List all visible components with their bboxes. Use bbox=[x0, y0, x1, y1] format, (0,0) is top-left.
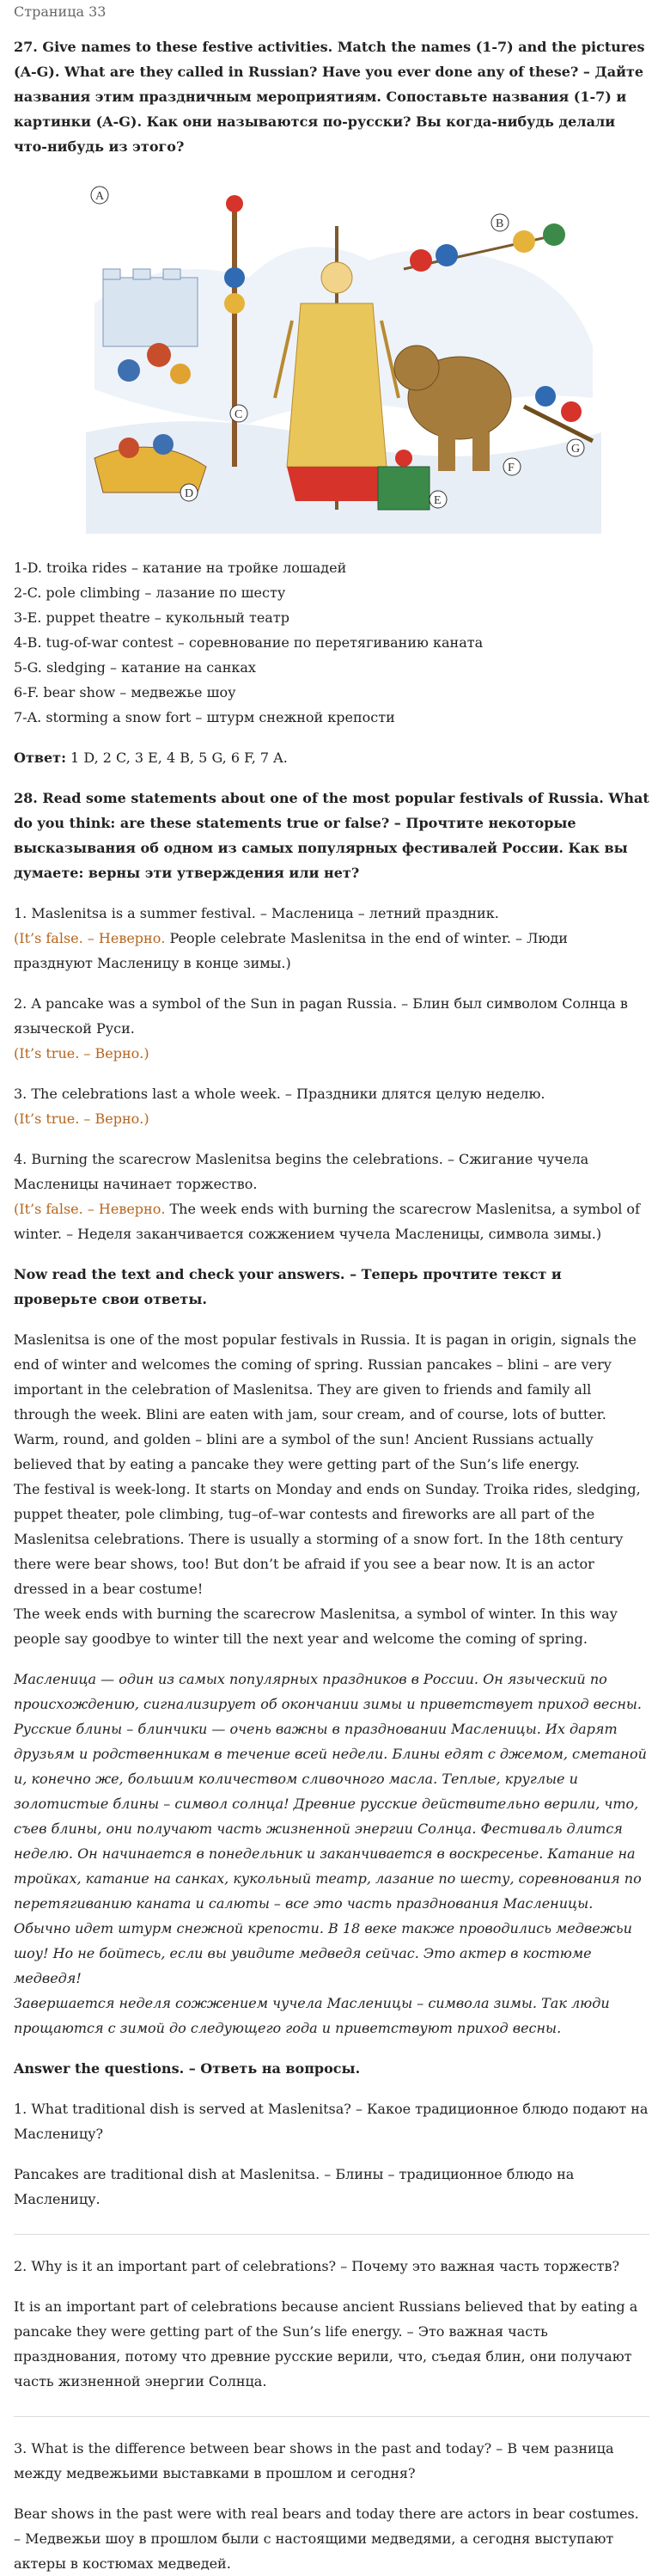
text-en-paragraph: The week ends with burning the scarecrow Maslenitsa, a symbol of winter. In this way people say goodbye to winter till the next year and welcome the coming of spring. bbox=[14, 1606, 618, 1647]
answer-3: Bear shows in the past were with real bears and today there are actors in bear costumes. – Медвежьи шоу в прошлом были с настоящими медведями, а сегодня выступают актеры в костюмах медведей. bbox=[14, 2506, 639, 2572]
question-3: 3. What is the difference between bear shows in the past and today? – В чем разница между медвежьими выставками в прошлом и сегодня? bbox=[14, 2440, 614, 2481]
label-b: B bbox=[496, 217, 504, 230]
match-list bbox=[14, 555, 649, 730]
label-g: G bbox=[571, 443, 581, 456]
read-heading: Now read the text and check your answers. – Теперь прочтите текст и проверьте свои ответы. bbox=[14, 1266, 562, 1307]
label-d: D bbox=[185, 487, 194, 500]
list-item: 7-A. storming a snow fort – штурм снежной крепости bbox=[14, 709, 395, 725]
text-en-paragraph: Maslenitsa is one of the most popular festivals in Russia. It is pagan in origin, signals the end of winter and welcomes the coming of spring. Russian pancakes – blini – are very important in the celebration of Maslenitsa. They are given to friends and family all through the week. Blini are eaten with jam, sour cream, and of course, lots of butter. Warm, round, and golden – blini are a symbol of the sun! Ancient Russians actually believed that by eating a pancake they were getting part of the Sun’s life energy. bbox=[14, 1331, 637, 1472]
statement-2-verdict: (It’s true. – Верно.) bbox=[14, 1045, 149, 1062]
list-item: 3-E. puppet theatre – кукольный театр bbox=[14, 609, 289, 626]
task-27-heading: 27. Give names to these festive activities. Match the names (1-7) and the pictures (A-G). What are they called in Russian? Have you ever done any of these? – Дайте названия этим праздничным мероприятиям. Сопоставьте названия (1-7) и картинки (A-G). Как они называются по-русски? Вы когда-нибудь делали что-нибудь из этого? bbox=[14, 39, 645, 155]
answer-1: Pancakes are traditional dish at Maslenitsa. – Блины – традиционное блюдо на Масленицу. bbox=[14, 2166, 575, 2207]
comment: The week ends with burning the scarecrow Maslenitsa, a symbol of winter. – Неделя заканчивается сожжением чучела Масленицы, символа зимы.) bbox=[14, 1201, 640, 1242]
festive-activities-illustration bbox=[77, 174, 610, 534]
text-ru-paragraph: Завершается неделя сожжением чучела Масленицы – символа зимы. Так люди прощаются с зимой до следующего года и приветствуют приход весны. bbox=[14, 1995, 610, 2036]
statement-4-answer bbox=[14, 1196, 649, 1246]
list-item: 2-C. pole climbing – лазание по шесту bbox=[14, 584, 286, 601]
text-en-paragraph: The festival is week-long. It starts on Monday and ends on Sunday. Troika rides, sledging, puppet theater, pole climbing, tug–of–war contests and fireworks are all part of the Maslenitsa celebrations. There is usually a storming of a snow fort. In the 18th century there were bear shows, too! But don’t be afraid if you see a bear now. It is an actor dressed in a bear costume! bbox=[14, 1481, 641, 1597]
answer-label: Ответ: bbox=[14, 750, 66, 766]
answer-value: 1 D, 2 C, 3 E, 4 B, 5 G, 6 F, 7 A. bbox=[65, 750, 288, 766]
label-a: A bbox=[95, 190, 105, 203]
question-1: 1. What traditional dish is served at Maslenitsa? – Какое традиционное блюдо подают на Масленицу? bbox=[14, 2101, 649, 2142]
divider bbox=[14, 2416, 649, 2417]
text-ru-paragraph: Масленица — один из самых популярных праздников в России. Он языческий по происхождению, сигнализирует об окончании зимы и приветствует приход весны. Русские блины – блинчики — очень важны в праздновании Масленицы. Их дарят друзьям и родственникам в течение всей недели. Блины едят с джемом, сметаной и, конечно же, большим количеством сливочного масла. Теплые, круглые и золотистые блины – символ солнца! Древние русские действительно верили, что, съев блины, они получают часть жизненной энергии Солнца. Фестиваль длится неделю. Он начинается в понедельник и заканчивается в воскресенье. Катание на тройках, катание на санках, кукольный театр, лазание по шесту, соревнования по перетягиванию каната и салюты – все это часть празднования Масленицы. Обычно идет штурм снежной крепости. В 18 веке также проводились медвежьи шоу! Но не бойтесь, если вы увидите медведя сейчас. Это актер в костюме медведя! bbox=[14, 1671, 647, 1986]
question-2: 2. Why is it an important part of celebrations? – Почему это важная часть торжеств? bbox=[14, 2258, 620, 2274]
verdict: (It’s false. – Неверно. bbox=[14, 930, 166, 946]
statement-4: 4. Burning the scarecrow Maslenitsa begins the celebrations. – Сжигание чучела Масленицы начинает торжество. bbox=[14, 1151, 589, 1192]
label-e: E bbox=[434, 494, 442, 507]
list-item: 1-D. troika rides – катание на тройке лошадей bbox=[14, 560, 347, 576]
label-c: C bbox=[235, 408, 243, 421]
verdict: (It’s false. – Неверно. bbox=[14, 1201, 166, 1217]
comment: People celebrate Maslenitsa in the end of winter. – Люди празднуют Масленицу в конце зимы.) bbox=[14, 930, 568, 971]
answer-27 bbox=[14, 745, 649, 770]
list-item: 5-G. sledging – катание на санках bbox=[14, 659, 256, 676]
list-item: 6-F. bear show – медвежье шоу bbox=[14, 684, 236, 701]
statement-3: 3. The celebrations last a whole week. – Праздники длятся целую неделю. bbox=[14, 1086, 545, 1102]
statement-1-answer bbox=[14, 926, 649, 976]
list-item: 4-B. tug-of-war contest – соревнование по перетягиванию каната bbox=[14, 634, 484, 651]
answer-2: It is an important part of celebrations because ancient Russians believed that by eating a pancake they were getting part of the Sun’s life energy. – Это важная часть празднования, потому что древние русские верили, что, съедая блин, они получают часть жизненной энергии Солнца. bbox=[14, 2298, 638, 2389]
statement-1: 1. Maslenitsa is a summer festival. – Масленица – летний праздник. bbox=[14, 905, 499, 921]
questions-heading: Answer the questions. – Ответь на вопросы. bbox=[14, 2060, 361, 2077]
label-f: F bbox=[508, 462, 515, 474]
statement-3-verdict: (It’s true. – Верно.) bbox=[14, 1111, 149, 1127]
page-number: Страница 33 bbox=[14, 3, 107, 20]
statement-2: 2. A pancake was a symbol of the Sun in pagan Russia. – Блин был символом Солнца в языческой Руси. bbox=[14, 995, 628, 1037]
task-28-heading: 28. Read some statements about one of the most popular festivals of Russia. What do you think: are these statements true or false? – Прочтите некоторые высказывания об одном из самых популярных фестивалей России. Как вы думаете: верны эти утверждения или нет? bbox=[14, 790, 649, 881]
divider bbox=[14, 2234, 649, 2235]
